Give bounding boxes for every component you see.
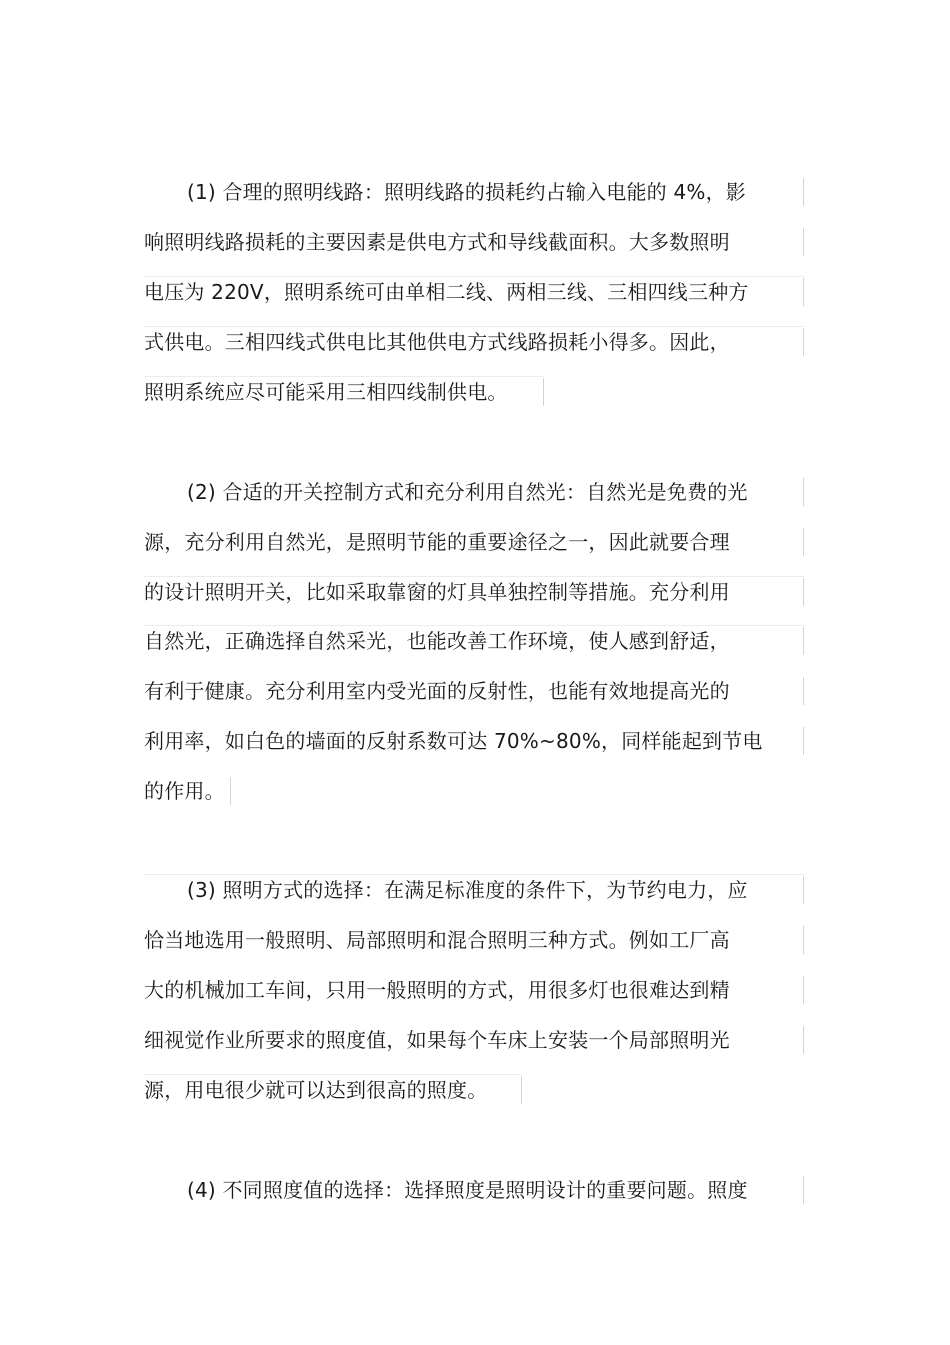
- line-border-top: [144, 1074, 522, 1075]
- line-border-top: [144, 276, 804, 277]
- paragraph-2-line-4: 自然光，正确选择自然采光，也能改善工作环境，使人感到舒适，: [144, 629, 730, 653]
- paragraph-1-line-3: 电压为 220V，照明系统可由单相二线、两相三线、三相四线三种方: [144, 280, 749, 304]
- line-border-right: [803, 727, 804, 755]
- paragraph-3-line-3: 大的机械加工车间，只用一般照明的方式，用很多灯也很难达到精: [144, 978, 730, 1002]
- line-border-top: [144, 576, 804, 577]
- paragraph-1-line-2: 响照明线路损耗的主要因素是供电方式和导线截面积。大多数照明: [144, 230, 730, 254]
- paragraph-1-line-5: 照明系统应尽可能采用三相四线制供电。: [144, 380, 508, 404]
- paragraph-2-line-1: (2) 合适的开关控制方式和充分利用自然光：自然光是免费的光: [187, 480, 748, 504]
- paragraph-3-line-5: 源，用电很少就可以达到很高的照度。: [144, 1078, 488, 1102]
- line-border-top: [144, 625, 804, 626]
- paragraph-3-line-1: (3) 照明方式的选择：在满足标准度的条件下，为节约电力，应: [187, 878, 748, 902]
- paragraph-3-line-2: 恰当地选用一般照明、局部照明和混合照明三种方式。例如工厂高: [144, 928, 730, 952]
- line-border-right: [803, 976, 804, 1004]
- line-border-right: [521, 1076, 522, 1104]
- line-border-right: [803, 528, 804, 556]
- line-border-top: [144, 874, 804, 875]
- paragraph-2-line-6: 利用率，如白色的墙面的反射系数可达 70%~80%，同样能起到节电: [144, 729, 763, 753]
- paragraph-2-line-2: 源，充分利用自然光，是照明节能的重要途径之一，因此就要合理: [144, 530, 730, 554]
- paragraph-4-line-1: (4) 不同照度值的选择：选择照度是照明设计的重要问题。照度: [187, 1178, 748, 1202]
- paragraph-2-line-5: 有利于健康。充分利用室内受光面的反射性，也能有效地提高光的: [144, 679, 730, 703]
- paragraph-3-line-4: 细视觉作业所要求的照度值，如果每个车床上安装一个局部照明光: [144, 1028, 730, 1052]
- line-border-right: [543, 378, 544, 406]
- line-border-right: [803, 876, 804, 904]
- line-border-right: [803, 478, 804, 506]
- paragraph-1-line-1: (1) 合理的照明线路：照明线路的损耗约占输入电能的 4%，影: [187, 180, 746, 204]
- line-border-right: [803, 926, 804, 954]
- line-border-right: [803, 627, 804, 655]
- line-border-right: [803, 578, 804, 606]
- paragraph-2-line-7: 的作用。: [144, 779, 225, 803]
- line-border-right: [803, 328, 804, 356]
- line-border-top: [144, 376, 544, 377]
- line-border-right: [230, 777, 231, 805]
- line-border-right: [803, 178, 804, 206]
- line-border-top: [144, 326, 804, 327]
- line-border-right: [803, 1026, 804, 1054]
- paragraph-1-line-4: 式供电。三相四线式供电比其他供电方式线路损耗小得多。因此，: [144, 330, 730, 354]
- line-border-right: [803, 677, 804, 705]
- line-border-right: [803, 1176, 804, 1204]
- line-border-right: [803, 278, 804, 306]
- paragraph-2-line-3: 的设计照明开关，比如采取靠窗的灯具单独控制等措施。充分利用: [144, 580, 730, 604]
- line-border-right: [803, 228, 804, 256]
